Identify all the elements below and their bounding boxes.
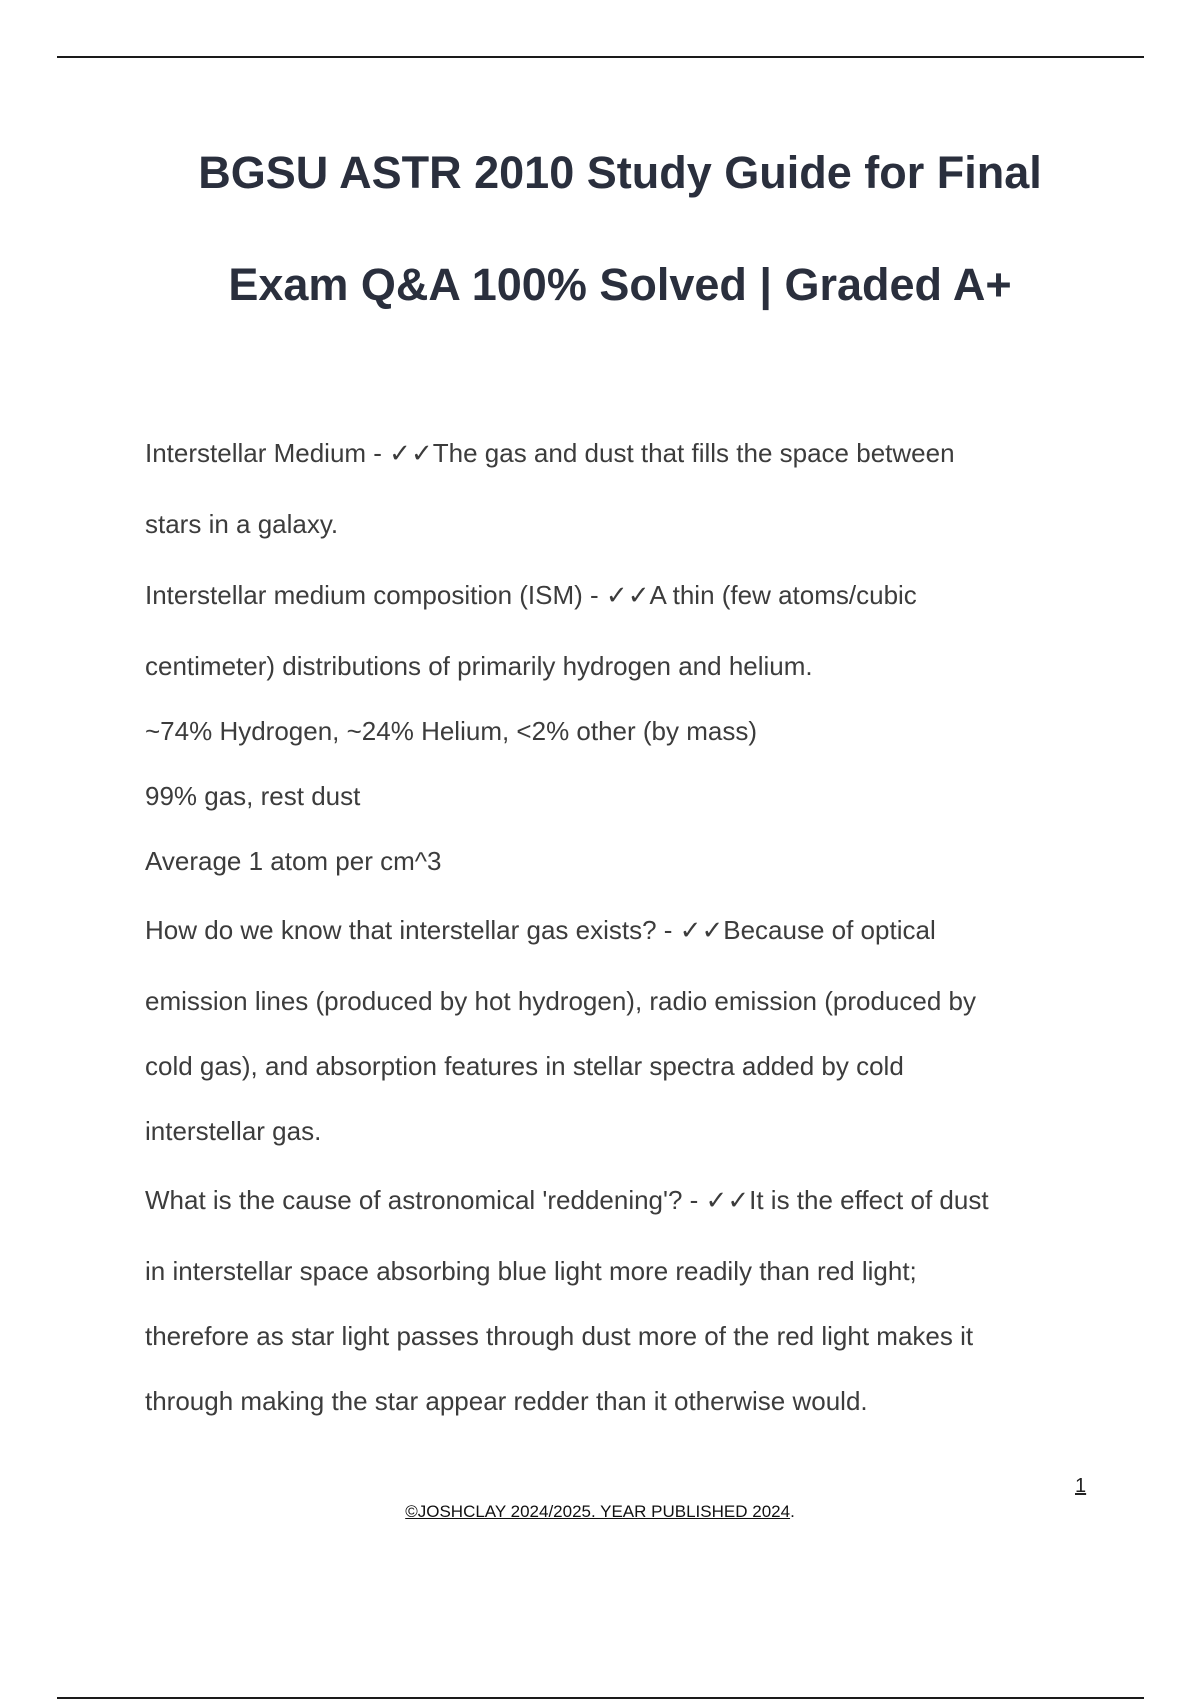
body-line: therefore as star light passes through dust more of the red light makes it [145, 1321, 974, 1351]
body-line: ~74% Hydrogen, ~24% Helium, <2% other (by mass) [145, 716, 758, 746]
body-line: Interstellar Medium - ✓✓The gas and dust that fills the space between [145, 438, 955, 468]
body-line: interstellar gas. [145, 1116, 322, 1146]
body-line: centimeter) distributions of primarily hydrogen and helium. [145, 651, 813, 681]
page-number: 1 [1075, 1475, 1087, 1497]
header-rule [57, 56, 1144, 58]
body-line: stars in a galaxy. [145, 509, 339, 539]
body-line: How do we know that interstellar gas exists? - ✓✓Because of optical [145, 915, 936, 945]
body-line: 99% gas, rest dust [145, 781, 361, 811]
copyright-text: ©JOSHCLAY 2024/2025. YEAR PUBLISHED 2024 [405, 1502, 791, 1521]
footer-rule [57, 1697, 1144, 1699]
copyright-period: . [790, 1502, 795, 1521]
body-line: Average 1 atom per cm^3 [145, 846, 442, 876]
document-title-line-1: BGSU ASTR 2010 Study Guide for Final [198, 147, 1042, 198]
body-line: through making the star appear redder than it otherwise would. [145, 1386, 868, 1416]
body-line: cold gas), and absorption features in stellar spectra added by cold [145, 1051, 904, 1081]
footer-copyright [0, 1502, 1200, 1522]
body-line: in interstellar space absorbing blue light more readily than red light; [145, 1256, 917, 1286]
document-title-line-2: Exam Q&A 100% Solved | Graded A+ [228, 259, 1012, 310]
body-line: emission lines (produced by hot hydrogen), radio emission (produced by [145, 986, 976, 1016]
body-line: Interstellar medium composition (ISM) - ✓✓A thin (few atoms/cubic [145, 580, 917, 610]
body-line: What is the cause of astronomical 'reddening'? - ✓✓It is the effect of dust [145, 1185, 989, 1215]
